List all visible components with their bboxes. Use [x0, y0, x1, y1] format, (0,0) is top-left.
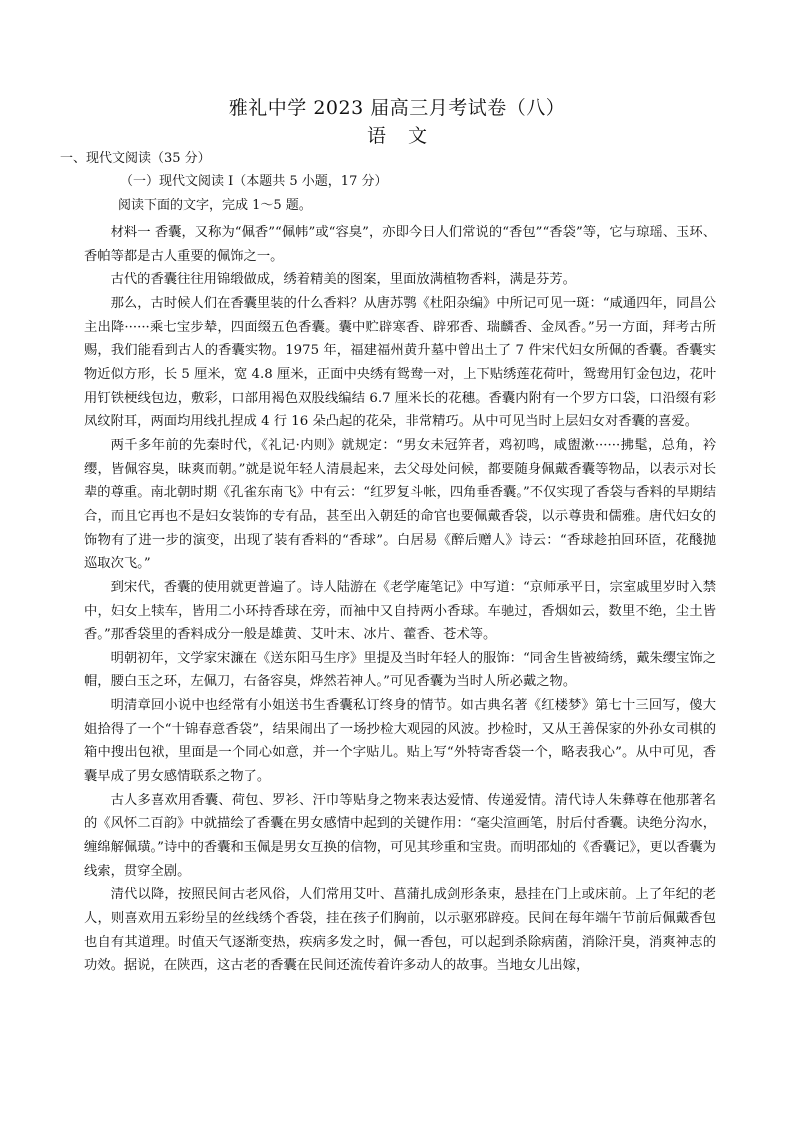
instruction-text: 阅读下面的文字，完成 1～5 题。: [118, 198, 312, 213]
reading-passage: [84, 221, 716, 978]
passage-paragraph: 材料一 香囊，又称为“佩香”“佩帏”或“容臭”，亦即今日人们常说的“香包”“香袋”等，它与琼瑶、玉环、香帕等都是古人重要的佩饰之一。: [84, 225, 716, 264]
section-heading: 一、现代文阅读（35 分）: [60, 151, 211, 166]
passage-paragraph: 清代以降，按照民间古老风俗，人们常用艾叶、菖蒲扎成剑形条束，悬挂在门上或床前。上了年纪的老人，则喜欢用五彩纷呈的丝线绣个香袋，挂在孩子们胸前，以示驱邪辟疫。民间在每年端午节前后佩戴香包也自有其道理。时值天气逐渐变热，疾病多发之时，佩一香包，可以起到杀除病菌，消除汗臭，消爽神志的功效。据说，在陕西，这古老的香囊在民间还流传着许多动人的故事。当地女儿出嫁，: [84, 887, 716, 974]
passage-paragraph: 明清章回小说中也经常有小姐送书生香囊私订终身的情节。如古典名著《红楼梦》第七十三回写，傻大姐拾得了一个“十锦春意香袋”，结果闹出了一场抄检大观园的风波。抄检时，又从王善保家的外孙女司棋的箱中搜出包袱，里面是一个同心如意，并一个字贴儿。贴上写“外特寄香袋一个，略表我心”。从中可见，香囊早成了男女感情联系之物了。: [84, 698, 716, 785]
passage-paragraph: 两千多年前的先秦时代，《礼记·内则》就规定：“男女未冠笄者，鸡初鸣，咸盥漱······拂髦，总角，衿缨，皆佩容臭，昧爽而朝。”就是说年轻人清晨起来，去父母处问候，都要随身佩戴香囊等物品，以表示对长辈的尊重。南北朝时期《孔雀东南飞》中有云：“红罗复斗帐，四角垂香囊。”不仅实现了香袋与香料的早期结合，而且它再也不是妇女装饰的专有品，甚至出入朝廷的命官也要佩戴香袋，以示尊贵和儒雅。唐代妇女的饰物有了进一步的演变，出现了装有香料的“香球”。白居易《醉后赠人》诗云：“香球趁拍回环匼，花醆抛巡取次飞。”: [84, 437, 716, 572]
passage-paragraph: 古代的香囊往往用锦缎做成，绣着精美的图案，里面放满植物香料，满是芬芳。: [110, 272, 576, 288]
passage-paragraph: 明朝初年，文学家宋濂在《送东阳马生序》里提及当时年轻人的服饰：“同舍生皆被绮绣，戴朱缨宝饰之帽，腰白玉之环，左佩刀，右备容臭，烨然若神人。”可见香囊为当时人所必戴之物。: [84, 650, 716, 690]
passage-paragraph: 那么，古时候人们在香囊里装的什么香料？从唐苏鹗《杜阳杂编》中所记可见一斑：“咸通四年，同昌公主出降······乘七宝步辇，四面缀五色香囊。囊中贮辟寒香、辟邪香、瑞麟香、金凤香。”另一方面，拜考古所赐，我们能看到古人的香囊实物。1975 年，福建福州黄升墓中曾出土了 7 件宋代妇女所佩的香囊。香囊实物近似方形，长 5 厘米，宽 4.8 厘米，正面中央绣有鸳鸯一对，上下贴绣莲花荷叶，鸳鸯用钉金包边，花叶用钉铁梗线包边，敷彩，口部用褐色双股线编结 6.7 厘米长的花穗。香囊内附有一个罗方口袋，口沿缀有彩凤纹附耳，两面均用线扎捏成 4 行 16 朵凸起的花朵，非常精巧。从中可见当时上层妇女对香囊的喜爱。: [84, 295, 716, 430]
subsection-heading: （一）现代文阅读 I（本题共 5 小题，17 分）: [120, 174, 388, 189]
passage-paragraph: 到宋代，香囊的使用就更普遍了。诗人陆游在《老学庵笔记》中写道：“京师承平日，宗室戚里岁时入禁中，妇女上犊车，皆用二小环持香球在旁，而袖中又自持两小香球。车驰过，香烟如云，数里不绝，尘土皆香。”那香袋里的香料成分一般是雄黄、艾叶末、冰片、藿香、苍术等。: [84, 579, 716, 643]
passage-paragraph: 古人多喜欢用香囊、荷包、罗衫、汗巾等贴身之物来表达爱情、传递爱情。清代诗人朱彝尊在他那著名的《风怀二百韵》中就描绘了香囊在男女感情中起到的关键作用：“毫尖渲画笔，肘后付香囊。诀绝分沟水，缠绵解佩璜。”诗中的香囊和玉佩是男女互换的信物，可见其珍重和宝贵。而明邵灿的《香囊记》，更以香囊为线索，贯穿全剧。: [84, 792, 716, 879]
subject-title: 语文: [366, 125, 449, 147]
exam-title: 雅礼中学 2023 届高三月考试卷（八）: [228, 97, 566, 119]
